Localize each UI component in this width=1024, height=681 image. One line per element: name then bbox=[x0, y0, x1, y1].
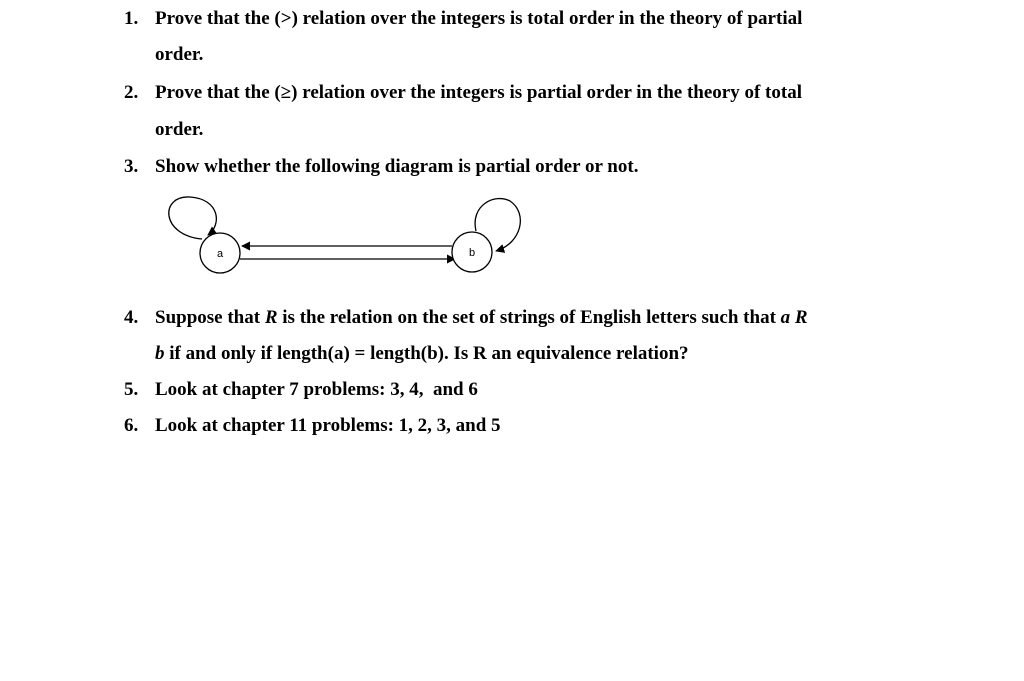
question-1-line-1: Prove that the (>) relation over the integers is total order in the theory of partial bbox=[155, 8, 803, 29]
question-2-line-1: Prove that the (≥) relation over the integers is partial order in the theory of total bbox=[155, 82, 802, 103]
question-5-number: 5. bbox=[124, 379, 139, 400]
q4-text-rest: if and only if length(a) = length(b). Is R an equivalence relation? bbox=[164, 343, 689, 364]
question-1-number: 1. bbox=[124, 8, 139, 29]
question-6-line-1: Look at chapter 11 problems: 1, 2, 3, and 5 bbox=[155, 415, 501, 436]
question-3-number: 3. bbox=[124, 156, 139, 177]
node-a-label: a bbox=[216, 248, 224, 260]
question-5-line-1: Look at chapter 7 problems: 3, 4, and 6 bbox=[155, 379, 478, 400]
q4-var-b: b bbox=[155, 343, 165, 364]
question-2-number: 2. bbox=[124, 82, 139, 103]
question-6-number: 6. bbox=[124, 415, 139, 436]
question-4-line-2 bbox=[155, 343, 689, 365]
q4-var-a: a bbox=[780, 307, 791, 328]
question-3-line-1: Show whether the following diagram is partial order or not. bbox=[155, 156, 639, 177]
question-2-line-2: order. bbox=[155, 119, 204, 140]
question-1-line-2: order. bbox=[155, 44, 204, 65]
node-b-label: b bbox=[468, 247, 476, 259]
q4-text-middle: is the relation on the set of strings of English letters such that bbox=[277, 307, 781, 328]
q4-var-r: R bbox=[264, 307, 278, 328]
relation-diagram bbox=[150, 185, 540, 285]
q4-var-r2: R bbox=[794, 307, 808, 328]
self-loop-a bbox=[169, 197, 217, 239]
question-4-number: 4. bbox=[124, 307, 139, 328]
question-4-line-1 bbox=[155, 307, 808, 329]
q4-text-before: Suppose that bbox=[155, 307, 265, 328]
